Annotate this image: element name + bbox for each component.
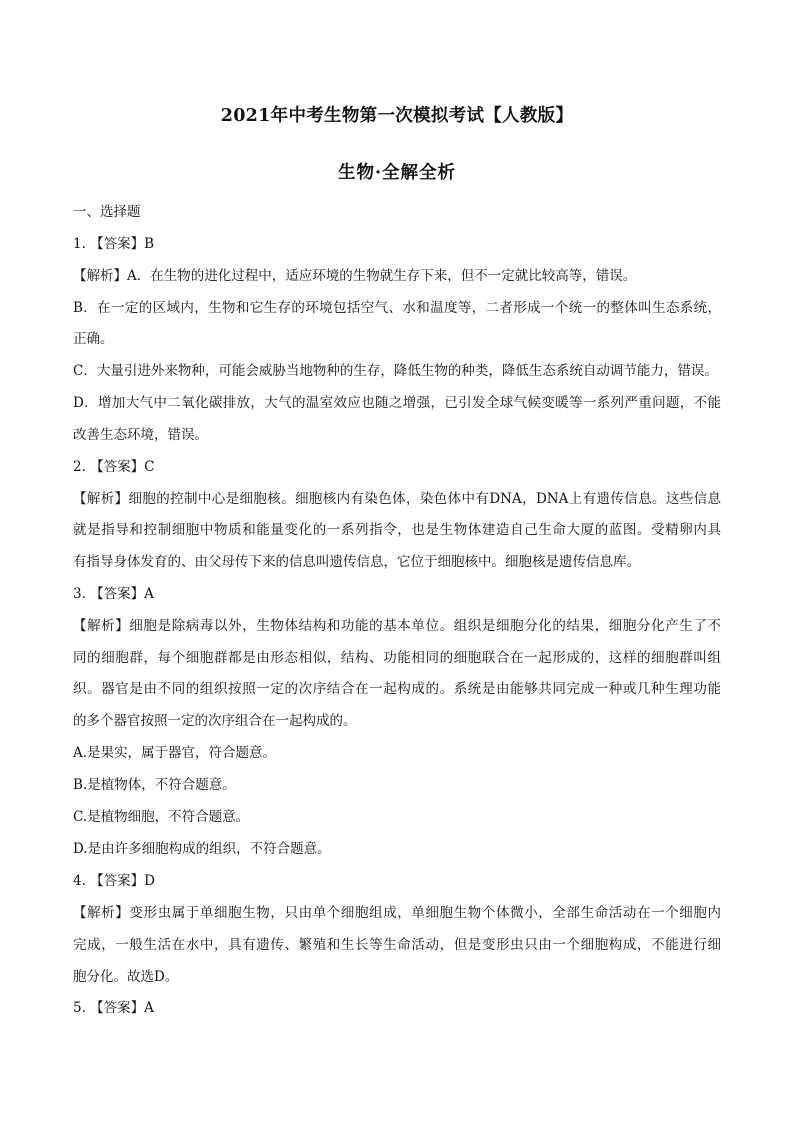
answer-line-q5: 5. 【答案】A — [73, 1000, 154, 1016]
analysis-line: 有指导身体发育的、由父母传下来的信息叫遗传信息，它位于细胞核中。细胞核是遗传信息库。 — [73, 554, 640, 570]
option-line: B.是植物体，不符合题意。 — [73, 777, 236, 793]
analysis-line: 织。器官是由不同的组织按照一定的次序结合在一起构成的。系统是由能够共同完成一种或几种生理功能 — [73, 681, 721, 697]
option-line: D.是由许多细胞构成的组织，不符合题意。 — [73, 841, 331, 857]
analysis-line: 【解析】变形虫属于单细胞生物，只由单个细胞组成，单细胞生物个体微小，全部生命活动在一个细胞内 — [73, 905, 721, 921]
document-subtitle: 生物·全解全析 — [337, 163, 457, 183]
analysis-line: B．在一定的区域内，生物和它生存的环境包括空气、水和温度等，二者形成一个统一的整体叫生态系统， — [73, 300, 721, 316]
analysis-line: 就是指导和控制细胞中物质和能量变化的一系列指令，也是生物体建造自己生命大厦的蓝图。受精卵内具 — [73, 522, 721, 538]
document-title: 2021年中考生物第一次模拟考试【人教版】 — [220, 106, 574, 126]
answer-line-q2: 2. 【答案】C — [73, 459, 155, 475]
analysis-line: 胞分化。故选D。 — [73, 969, 179, 985]
analysis-line: 【解析】细胞的控制中心是细胞核。细胞核内有染色体，染色体中有DNA，DNA上有遗传信息。这些信息 — [73, 491, 721, 507]
analysis-line: 改善生态环境，错误。 — [73, 427, 208, 443]
analysis-line: 正确。 — [73, 331, 114, 347]
answer-line-q4: 4. 【答案】D — [73, 873, 155, 889]
option-line: C.是植物细胞，不符合题意。 — [73, 809, 250, 825]
section-heading: 一、选择题 — [73, 204, 141, 220]
option-line: A.是果实，属于器官，符合题意。 — [73, 745, 277, 761]
analysis-line: 的多个器官按照一定的次序组合在一起构成的。 — [73, 713, 357, 729]
analysis-line: 完成，一般生活在水中，具有遗传、繁殖和生长等生命活动，但是变形虫只由一个细胞构成，不能进行细 — [73, 937, 721, 953]
answer-line-q3: 3. 【答案】A — [73, 586, 154, 602]
analysis-line: 【解析】细胞是除病毒以外，生物体结构和功能的基本单位。组织是细胞分化的结果，细胞分化产生了不 — [73, 618, 721, 634]
analysis-line: D．增加大气中二氧化碳排放，大气的温室效应也随之增强，已引发全球气候变暖等一系列严重问题，不能 — [73, 395, 721, 411]
analysis-line: 同的细胞群，每个细胞群都是由形态相似，结构、功能相同的细胞联合在一起形成的，这样的细胞群叫组 — [73, 650, 721, 666]
analysis-line: 【解析】A．在生物的进化过程中，适应环境的生物就生存下来，但不一定就比较高等，错误。 — [73, 268, 637, 284]
answer-line-q1: 1. 【答案】B — [73, 236, 155, 252]
analysis-line: C．大量引进外来物种，可能会威胁当地物种的生存，降低生物的种类，降低生态系统自动调节能力，错误。 — [73, 363, 718, 379]
